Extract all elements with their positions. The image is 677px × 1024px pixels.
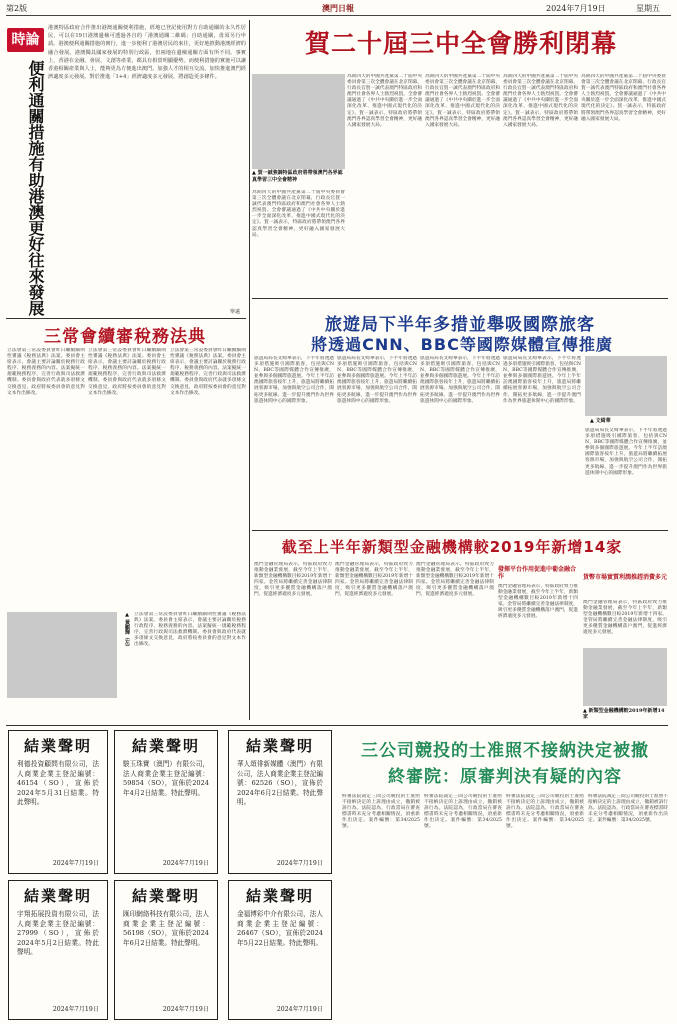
notice-body: 金福博彩中介有限公司，法人商業企業主登記編號：26467（SO），宣佈於2024年5月22日結業。特此聲明。: [237, 910, 323, 947]
notice-body: 匯印網絡科技有限公司，法人商業企業主登記編號：56198（SO），宣佈於2024年6月2日結業。特此聲明。: [123, 910, 209, 947]
tax-photo: [7, 612, 117, 698]
notice-body: 利德投資顧問有限公司，法人商業企業主登記編號：46154（SO），宣佈於2024年5月31日結業。特此聲明。: [17, 760, 99, 806]
main-photo-caption: ▲ 賀一誠強調特區政府將帶領澳門各界認真學習三中全會精神: [252, 170, 343, 183]
commentary-headline: 便利通關措施有助港澳更好往來發展: [26, 60, 45, 316]
court-headline-2: 終審院：原審判決有疑的內容: [388, 767, 622, 787]
notice-title: 結業聲明: [245, 887, 314, 905]
court-body-col3: 終審法院裁定三間公司競投的士准照不接納決定的上訴理由成立，撤銷被訴行為。法院認為，行政當局在審查標書時未充分考慮相關情況，須重新作出決定。案件編號：第34/2025號。: [506, 794, 584, 830]
tax-body-col1: 立法會第三常設委員會昨日繼續細則性審議《稅務法典》法案。委員會主席表示，會議主要討論關於稅務行政程序、稅務義務的內容。法案擬統一規範稅務程序，完善行政與司法救濟機制。委員會與政府代表就多項條文交換意見，政府將按委員會的意見對文本作出修改。: [7, 348, 85, 396]
notice-date: 2024年7月19日: [162, 860, 209, 867]
finance-body-col1: 澳門金融管理局表示，特區政府致力推動金融業發展，截至今年上半年，新類型金融機構數目較2019年新增十四家。金管局將繼續完善金融法律制度，吸引更多優質金融機構落戶澳門，促進經濟適度多元發展。: [254, 562, 332, 598]
main-body-col4: 為期四天的中國共產黨第二十屆中央委員會第三次全體會議在北京閉幕，行政長官賀一誠代表澳門特區政府和澳門社會各界人士熱烈祝賀。全會審議通過了《中共中央關於進一步全面深化改革、推進中國式現代化的決定》。賀一誠表示，特區政府將帶領澳門各界認真學習全會精神，更好融入國家發展大局。: [503, 74, 578, 128]
tourism-body-col2: 旅遊局局長文綺華表示，下半年將透過多項措施吸引國際旅客，包括與CNN、BBC等國際媒體合作宣傳推廣，並參與多個國際旅遊展。今年上半年訪澳國際旅客按年上升，旅遊局將繼續拓展客源市場，加強與航空公司合作，開拓更多航線，進一步提升澳門作為世界旅遊休閒中心的國際形象。: [337, 356, 417, 404]
notice-date: 2024年7月19日: [276, 1006, 323, 1013]
notice-date: 2024年7月19日: [52, 1006, 99, 1013]
tax-body-col4: 立法會第三常設委員會昨日繼續細則性審議《稅務法典》法案。委員會主席表示，會議主要討論關於稅務行政程序、稅務義務的內容。法案擬統一規範稅務程序，完善行政與司法救濟機制。委員會與政府代表就多項條文交換意見，政府將按委員會的意見對文本作出修改。: [134, 612, 246, 648]
main-photo: [252, 74, 345, 169]
notice-date: 2024年7月19日: [52, 860, 99, 867]
commentary-author: 寧遠: [230, 309, 241, 315]
tax-headline: 三常會續審稅務法典: [44, 327, 206, 347]
tax-body-col3: 立法會第三常設委員會昨日繼續細則性審議《稅務法典》法案。委員會主席表示，會議主要討論關於稅務行政程序、稅務義務的內容。法案擬統一規範稅務程序，完善行政與司法救濟機制。委員會與政府代表就多項條文交換意見，政府將按委員會的意見對文本作出修改。: [170, 348, 246, 396]
main-body-col1: 為期四天的中國共產黨第二十屆中央委員會第三次全體會議在北京閉幕，行政長官賀一誠代表澳門特區政府和澳門社會各界人士熱烈祝賀。全會審議通過了《中共中央關於進一步全面深化改革、推進中國式現代化的決定》。賀一誠表示，特區政府將帶領澳門各界認真學習全會精神，更好融入國家發展大局。: [252, 190, 345, 238]
finance-subhead-2: 貨幣市場實質利潤推趕消費多元: [583, 574, 668, 581]
commentary-badge: 時論: [11, 32, 40, 48]
closure-notice-2: [114, 730, 218, 874]
notice-title: 結業聲明: [131, 737, 200, 755]
court-body-col1: 終審法院裁定三間公司競投的士准照不接納決定的上訴理由成立，撤銷被訴行為。法院認為，行政當局在審查標書時未充分考慮相關情況，須重新作出決定。案件編號：第34/2025號。: [342, 794, 420, 830]
commentary-badge-box: [7, 28, 44, 52]
tourism-photo: [585, 356, 667, 416]
closure-notice-3: [228, 730, 332, 874]
closure-notice-6: [228, 880, 332, 1020]
finance-subhead-1: 發揮平台作用促進中葡金融合作: [498, 566, 577, 580]
notice-title: 結業聲明: [131, 887, 200, 905]
finance-photo: [583, 648, 667, 706]
finance-body-col4: 澳門金融管理局表示，特區政府致力推動金融業發展，截至今年上半年，新類型金融機構數目較2019年新增十四家。金管局將繼續完善金融法律制度，吸引更多優質金融機構落戶澳門，促進經濟適度多元發展。: [498, 584, 578, 620]
masthead: 澳門日報: [322, 3, 354, 13]
tourism-headline-1: 旅遊局下半年多措並舉吸國際旅客: [325, 315, 595, 335]
page-number: 第2版: [6, 4, 28, 13]
closure-notice-4: [8, 880, 108, 1020]
main-body-col2: 為期四天的中國共產黨第二十屆中央委員會第三次全體會議在北京閉幕，行政長官賀一誠代表澳門特區政府和澳門社會各界人士熱烈祝賀。全會審議通過了《中共中央關於進一步全面深化改革、推進中國式現代化的決定》。賀一誠表示，特區政府將帶領澳門各界認真學習全會精神，更好融入國家發展大局。: [347, 74, 422, 128]
notice-date: 2024年7月19日: [162, 1006, 209, 1013]
main-headline: 賀二十屆三中全會勝利閉幕: [304, 29, 617, 58]
notice-body: 華人頌俳新媒體（澳門）有限公司，法人商業企業主登記編號：62526（SO），宣佈於2024年6月2日結業。特此聲明。: [237, 760, 323, 806]
commentary-body: 港澳特區政府合作推出港澳通關便利措施，經地已登記使用對方自助通關的永久性居民，可以在19日港澳邊檢可透過各自的「港澳通關二維碼」自助通關，毋須另行申請。港澳便利通關措施的實行，進一步便利了港澳居民的來往，更好地推動港澳經濟的融合發展。港澳獨具國家發展的特別行政區，但兩地在邊檢通關方面有所不同。事實上，香港在金融、會展、文創等產業，都具有相當明顯優勢。而便利措施的實施可以讓香港相關產業與人士，能夠更為方便進出澳門。加強人才的相互交流，加快推進澳門經濟適度多元發展。對於推進「1+4」經濟適度多元發展，將創造更多條件。: [48, 25, 246, 81]
tourism-photo-caption: ▲ 文綺華: [590, 418, 611, 424]
tourism-body-col5: 旅遊局局長文綺華表示，下半年將透過多項措施吸引國際旅客，包括與CNN、BBC等國際媒體合作宣傳推廣，並參與多個國際旅遊展。今年上半年訪澳國際旅客按年上升，旅遊局將繼續拓展客源市場，加強與航空公司合作，開拓更多航線，進一步提升澳門作為世界旅遊休閒中心的國際形象。: [585, 428, 667, 476]
court-headline-1: 三公司競投的士准照不接納決定被撤: [361, 741, 649, 761]
tourism-headline-2: 將透過CNN、BBC等國際媒體宣傳推廣: [311, 335, 613, 354]
notice-title: 結業聲明: [23, 887, 92, 905]
page-header: [6, 2, 671, 16]
finance-body-col3: 澳門金融管理局表示，特區政府致力推動金融業發展，截至今年上半年，新類型金融機構數目較2019年新增十四家。金管局將繼續完善金融法律制度，吸引更多優質金融機構落戶澳門，促進經濟適度多元發展。: [416, 562, 494, 598]
issue-date: 2024年7月19日: [546, 4, 606, 13]
court-body-col2: 終審法院裁定三間公司競投的士准照不接納決定的上訴理由成立，撤銷被訴行為。法院認為，行政當局在審查標書時未充分考慮相關情況，須重新作出決定。案件編號：第34/2025號。: [424, 794, 502, 830]
main-body-col3: 為期四天的中國共產黨第二十屆中央委員會第三次全體會議在北京閉幕，行政長官賀一誠代表澳門特區政府和澳門社會各界人士熱烈祝賀。全會審議通過了《中共中央關於進一步全面深化改革、推進中國式現代化的決定》。賀一誠表示，特區政府將帶領澳門各界認真學習全會精神，更好融入國家發展大局。: [425, 74, 500, 128]
issue-weekday: 星期五: [636, 4, 660, 13]
notice-title: 結業聲明: [245, 737, 314, 755]
notice-body: 駿玉珠寶（澳門）有限公司，法人商業企業主登記編號：59854（SO），宣佈於2024年4月2日結業。特此聲明。: [123, 760, 209, 797]
main-body-col5: 為期四天的中國共產黨第二十屆中央委員會第三次全體會議在北京閉幕，行政長官賀一誠代表澳門特區政府和澳門社會各界人士熱烈祝賀。全會審議通過了《中共中央關於進一步全面深化改革、推進中國式現代化的決定》。賀一誠表示，特區政府將帶領澳門各界認真學習全會精神，更好融入國家發展大局。: [581, 74, 666, 122]
notice-title: 結業聲明: [23, 737, 92, 755]
tourism-body-col4: 旅遊局局長文綺華表示，下半年將透過多項措施吸引國際旅客，包括與CNN、BBC等國際媒體合作宣傳推廣，並參與多個國際旅遊展。今年上半年訪澳國際旅客按年上升，旅遊局將繼續拓展客源市場，加強與航空公司合作，開拓更多航線，進一步提升澳門作為世界旅遊休閒中心的國際形象。: [503, 356, 581, 404]
closure-notice-1: [8, 730, 108, 874]
tourism-body-col1: 旅遊局局長文綺華表示，下半年將透過多項措施吸引國際旅客，包括與CNN、BBC等國際媒體合作宣傳推廣，並參與多個國際旅遊展。今年上半年訪澳國際旅客按年上升，旅遊局將繼續拓展客源市場，加強與航空公司合作，開拓更多航線，進一步提升澳門作為世界旅遊休閒中心的國際形象。: [254, 356, 334, 404]
tourism-body-col3: 旅遊局局長文綺華表示，下半年將透過多項措施吸引國際旅客，包括與CNN、BBC等國際媒體合作宣傳推廣，並參與多個國際旅遊展。今年上半年訪澳國際旅客按年上升，旅遊局將繼續拓展客源市場，加強與航空公司合作，開拓更多航線，進一步提升澳門作為世界旅遊休閒中心的國際形象。: [420, 356, 500, 404]
finance-body-col5: 澳門金融管理局表示，特區政府致力推動金融業發展，截至今年上半年，新類型金融機構數目較2019年新增十四家。金管局將繼續完善金融法律制度，吸引更多優質金融機構落戶澳門，促進經濟適度多元發展。: [583, 600, 667, 636]
finance-body-col2: 澳門金融管理局表示，特區政府致力推動金融業發展，截至今年上半年，新類型金融機構數目較2019年新增十四家。金管局將繼續完善金融法律制度，吸引更多優質金融機構落戶澳門，促進經濟適度多元發展。: [335, 562, 413, 598]
court-body-col4: 終審法院裁定三間公司競投的士准照不接納決定的上訴理由成立，撤銷被訴行為。法院認為，行政當局在審查標書時未充分考慮相關情況，須重新作出決定。案件編號：第34/2025號。: [588, 794, 668, 824]
finance-headline: 截至上半年新類型金融機構較2019年新增14家: [281, 538, 623, 556]
notice-body: 宇翔拓展投資有限公司，法人商業企業主登記編號：27999（SO），宣佈於2024年5月2日結業。特此聲明。: [17, 910, 99, 956]
notice-date: 2024年7月19日: [276, 860, 323, 867]
tax-photo-caption: ▲ 黃顯輝（左）: [124, 612, 130, 650]
closure-notice-5: [114, 880, 218, 1020]
finance-photo-caption: ▲ 新類型金融機構較2019年新增14家: [583, 708, 665, 721]
tax-body-col2: 立法會第三常設委員會昨日繼續細則性審議《稅務法典》法案。委員會主席表示，會議主要討論關於稅務行政程序、稅務義務的內容。法案擬統一規範稅務程序，完善行政與司法救濟機制。委員會與政府代表就多項條文交換意見，政府將按委員會的意見對文本作出修改。: [88, 348, 166, 396]
